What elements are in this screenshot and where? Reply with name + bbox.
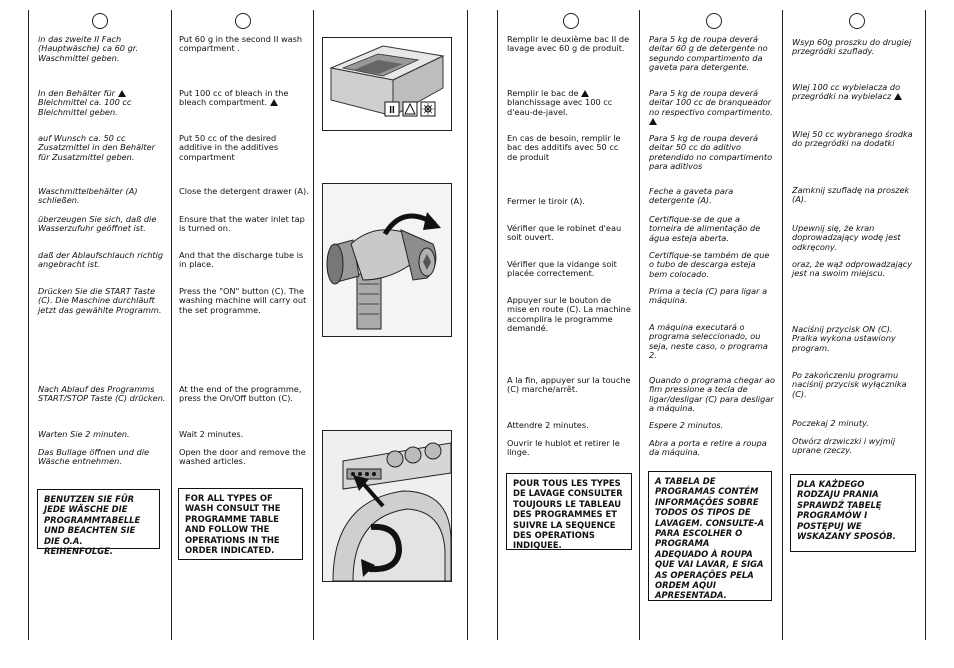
column-divider bbox=[639, 10, 640, 640]
pt-step: Abra a porta e retire a roupa da máquina. bbox=[649, 438, 767, 458]
pt-step: Para 5 kg de roupa deverá deitar 100 cc de branqueador no respectivo compartimento. bbox=[649, 89, 775, 127]
pl-step: Wlej 100 cc wybielacza do przegródki na wybielacz bbox=[792, 82, 901, 102]
language-marker-circle bbox=[235, 13, 251, 29]
pl-step: Otwórz drzwiczki i wyjmij uprane rzeczy. bbox=[792, 436, 896, 456]
de-step: Waschmittelbehälter (A) schließen. bbox=[38, 186, 138, 206]
de-step: in das zweite II Fach (Hauptwäsche) ca 60 gr. Waschmittel geben. bbox=[38, 34, 139, 63]
pl-step: oraz, że wąż odprowadzający jest na swoim miejscu. bbox=[792, 259, 913, 279]
fr-step: A la fin, appuyer sur la touche (C) marche/arrêt. bbox=[507, 375, 631, 395]
pt-step: Feche a gaveta para detergente (A). bbox=[649, 186, 734, 206]
pl-notice-box: DLA KAŻDEGO RODZAJU PRANIA SPRAWDŹ TABELĘ PROGRAMÓW I POSTĘPUJ WE WSKAZANY SPOSÓB. bbox=[790, 474, 916, 552]
bleach-icon bbox=[894, 93, 902, 100]
pt-step: Prima a tecla (C) para ligar a máquina. bbox=[649, 286, 768, 306]
washing-machine-panel-illustration bbox=[322, 430, 452, 582]
fr-notice-box: POUR TOUS LES TYPES DE LAVAGE CONSULTER TOUJOURS LE TABLEAU DES PROGRAMMES ET SUIVRE LA SEQUENCE DES OPERATIONS INDIQUEE. bbox=[506, 473, 632, 550]
pl-step: Wsyp 60g proszku do drugiej przegródki szuflady. bbox=[792, 37, 912, 57]
pt-step: Espere 2 minutos. bbox=[649, 420, 724, 430]
de-step: Nach Ablauf des Programms START/STOP Taste (C) drücken. bbox=[38, 384, 166, 404]
en-step: Press the "ON" button (C). The washing machine will carry out the set programme. bbox=[179, 286, 307, 315]
de-step: Drücken Sie die START Taste (C). Die Maschine durchläuft jetzt das gewählte Programm. bbox=[38, 286, 162, 315]
column-divider bbox=[28, 10, 29, 640]
bleach-icon bbox=[118, 90, 126, 97]
bleach-icon bbox=[649, 118, 657, 125]
water-tap-illustration bbox=[322, 183, 452, 337]
fr-step: Vérifier que le robinet d'eau soit ouvert. bbox=[507, 223, 622, 243]
pl-step: Wlej 50 cc wybranego środka do przegródki na dodatki bbox=[792, 129, 913, 149]
pl-step: Upewnij się, że kran doprowadzający wodę jest odkręcony. bbox=[792, 223, 901, 252]
bleach-icon bbox=[581, 90, 589, 97]
fr-step: Remplir le deuxième bac II de lavage avec 60 g de produit. bbox=[507, 34, 630, 54]
pt-step: A máquina executará o programa seleccionado, ou seja, neste caso, o programa 2. bbox=[649, 322, 768, 361]
de-step: auf Wunsch ca. 50 cc Zusatzmittel in den Behälter für Zusatzmittel geben. bbox=[38, 133, 156, 162]
language-marker-circle bbox=[706, 13, 722, 29]
de-step: Das Bullage öffnen und die Wäsche entnehmen. bbox=[38, 447, 150, 467]
pt-step: Certifique-se de que a torneira de alimentação de água esteja aberta. bbox=[649, 214, 761, 243]
en-step: Put 100 cc of bleach in the bleach compartment. bbox=[179, 88, 289, 108]
column-divider bbox=[782, 10, 783, 640]
fr-step: Vérifier que la vidange soit placée correctement. bbox=[507, 259, 617, 279]
de-step: Warten Sie 2 minuten. bbox=[38, 429, 130, 439]
language-marker-circle bbox=[849, 13, 865, 29]
pl-step: Naciśnij przycisk ON (C). Pralka wykona ustawiony program. bbox=[792, 324, 896, 353]
drawer-label-ii: II bbox=[389, 105, 395, 116]
en-step: Put 60 g in the second II wash compartment . bbox=[179, 34, 303, 54]
column-divider bbox=[171, 10, 172, 640]
en-step: Wait 2 minutes. bbox=[179, 429, 244, 439]
pt-step: Para 5 kg de roupa deverá deitar 50 cc do aditivo pretendido no compartimento para aditivos bbox=[649, 133, 773, 172]
pt-step: Para 5 kg de roupa deverá deitar 60 g de detergente no segundo compartimento da gaveta para detergente. bbox=[649, 34, 768, 73]
en-step: Open the door and remove the washed articles. bbox=[179, 447, 306, 467]
en-step: Close the detergent drawer (A). bbox=[179, 186, 309, 196]
column-divider bbox=[497, 10, 498, 640]
pt-notice-box: A TABELA DE PROGRAMAS CONTÉM INFORMAÇÕES SOBRE TODOS OS TIPOS DE LAVAGEM. CONSULTE-A PARA ESCOLHER O PROGRAMA ADEQUADO À ROUPA QUE VAI LAVAR, E SIGA AS OPERAÇÕES PELA ORDEM AQUI APRESENTADA. bbox=[648, 471, 772, 601]
column-divider bbox=[313, 10, 314, 640]
bleach-icon bbox=[270, 99, 278, 106]
language-marker-circle bbox=[92, 13, 108, 29]
pl-step: Zamknij szufladę na proszek (A). bbox=[792, 185, 910, 205]
en-step: Ensure that the water inlet tap is turned on. bbox=[179, 214, 305, 234]
language-marker-circle bbox=[563, 13, 579, 29]
column-divider bbox=[467, 10, 468, 640]
de-step: In den Behälter für Bleichmittel ca. 100 cc Bleichmittel geben. bbox=[38, 88, 132, 117]
en-step: And that the discharge tube is in place. bbox=[179, 250, 304, 270]
pl-step: Po zakończeniu programu naciśnij przycisk wyłącznika (C). bbox=[792, 370, 907, 399]
column-divider bbox=[925, 10, 926, 640]
pt-step: Quando o programa chegar ao fim pressione a tecla de ligar/desligar (C) para desligar a máquina. bbox=[649, 375, 775, 414]
en-step: At the end of the programme, press the On/Off button (C). bbox=[179, 384, 302, 404]
fr-step: En cas de besoin, remplir le bac des additifs avec 50 cc de produit bbox=[507, 133, 621, 162]
fr-step: Remplir le bac de blanchissage avec 100 cc d'eau-de-javel. bbox=[507, 88, 613, 117]
pl-step: Poczekaj 2 minuty. bbox=[792, 418, 869, 428]
en-notice-box: FOR ALL TYPES OF WASH CONSULT THE PROGRAMME TABLE AND FOLLOW THE OPERATIONS IN THE ORDER INDICATED. bbox=[178, 488, 303, 560]
fr-step: Attendre 2 minutes. bbox=[507, 420, 589, 430]
de-step: daß der Ablaufschlauch richtig angebracht ist. bbox=[38, 250, 164, 270]
fr-step: Fermer le tiroir (A). bbox=[507, 196, 585, 206]
en-step: Put 50 cc of the desired additive in the additives compartment bbox=[179, 133, 279, 162]
pt-step: Certifique-se também de que o tubo de descarga esteja bem colocado. bbox=[649, 250, 770, 279]
de-notice-box: BENUTZEN SIE FÜR JEDE WÄSCHE DIE PROGRAMMTABELLE UND BEACHTEN SIE DIE O.A. REIHENFOLGE. bbox=[37, 489, 160, 549]
detergent-drawer-illustration bbox=[322, 37, 452, 131]
fr-step: Appuyer sur le bouton de mise en route (C). La machine accomplira le programme demandé. bbox=[507, 295, 631, 334]
fr-step: Ouvrir le hublot et retirer le linge. bbox=[507, 438, 620, 458]
de-step: überzeugen Sie sich, daß die Wasserzufuhr geöffnet ist. bbox=[38, 214, 157, 234]
